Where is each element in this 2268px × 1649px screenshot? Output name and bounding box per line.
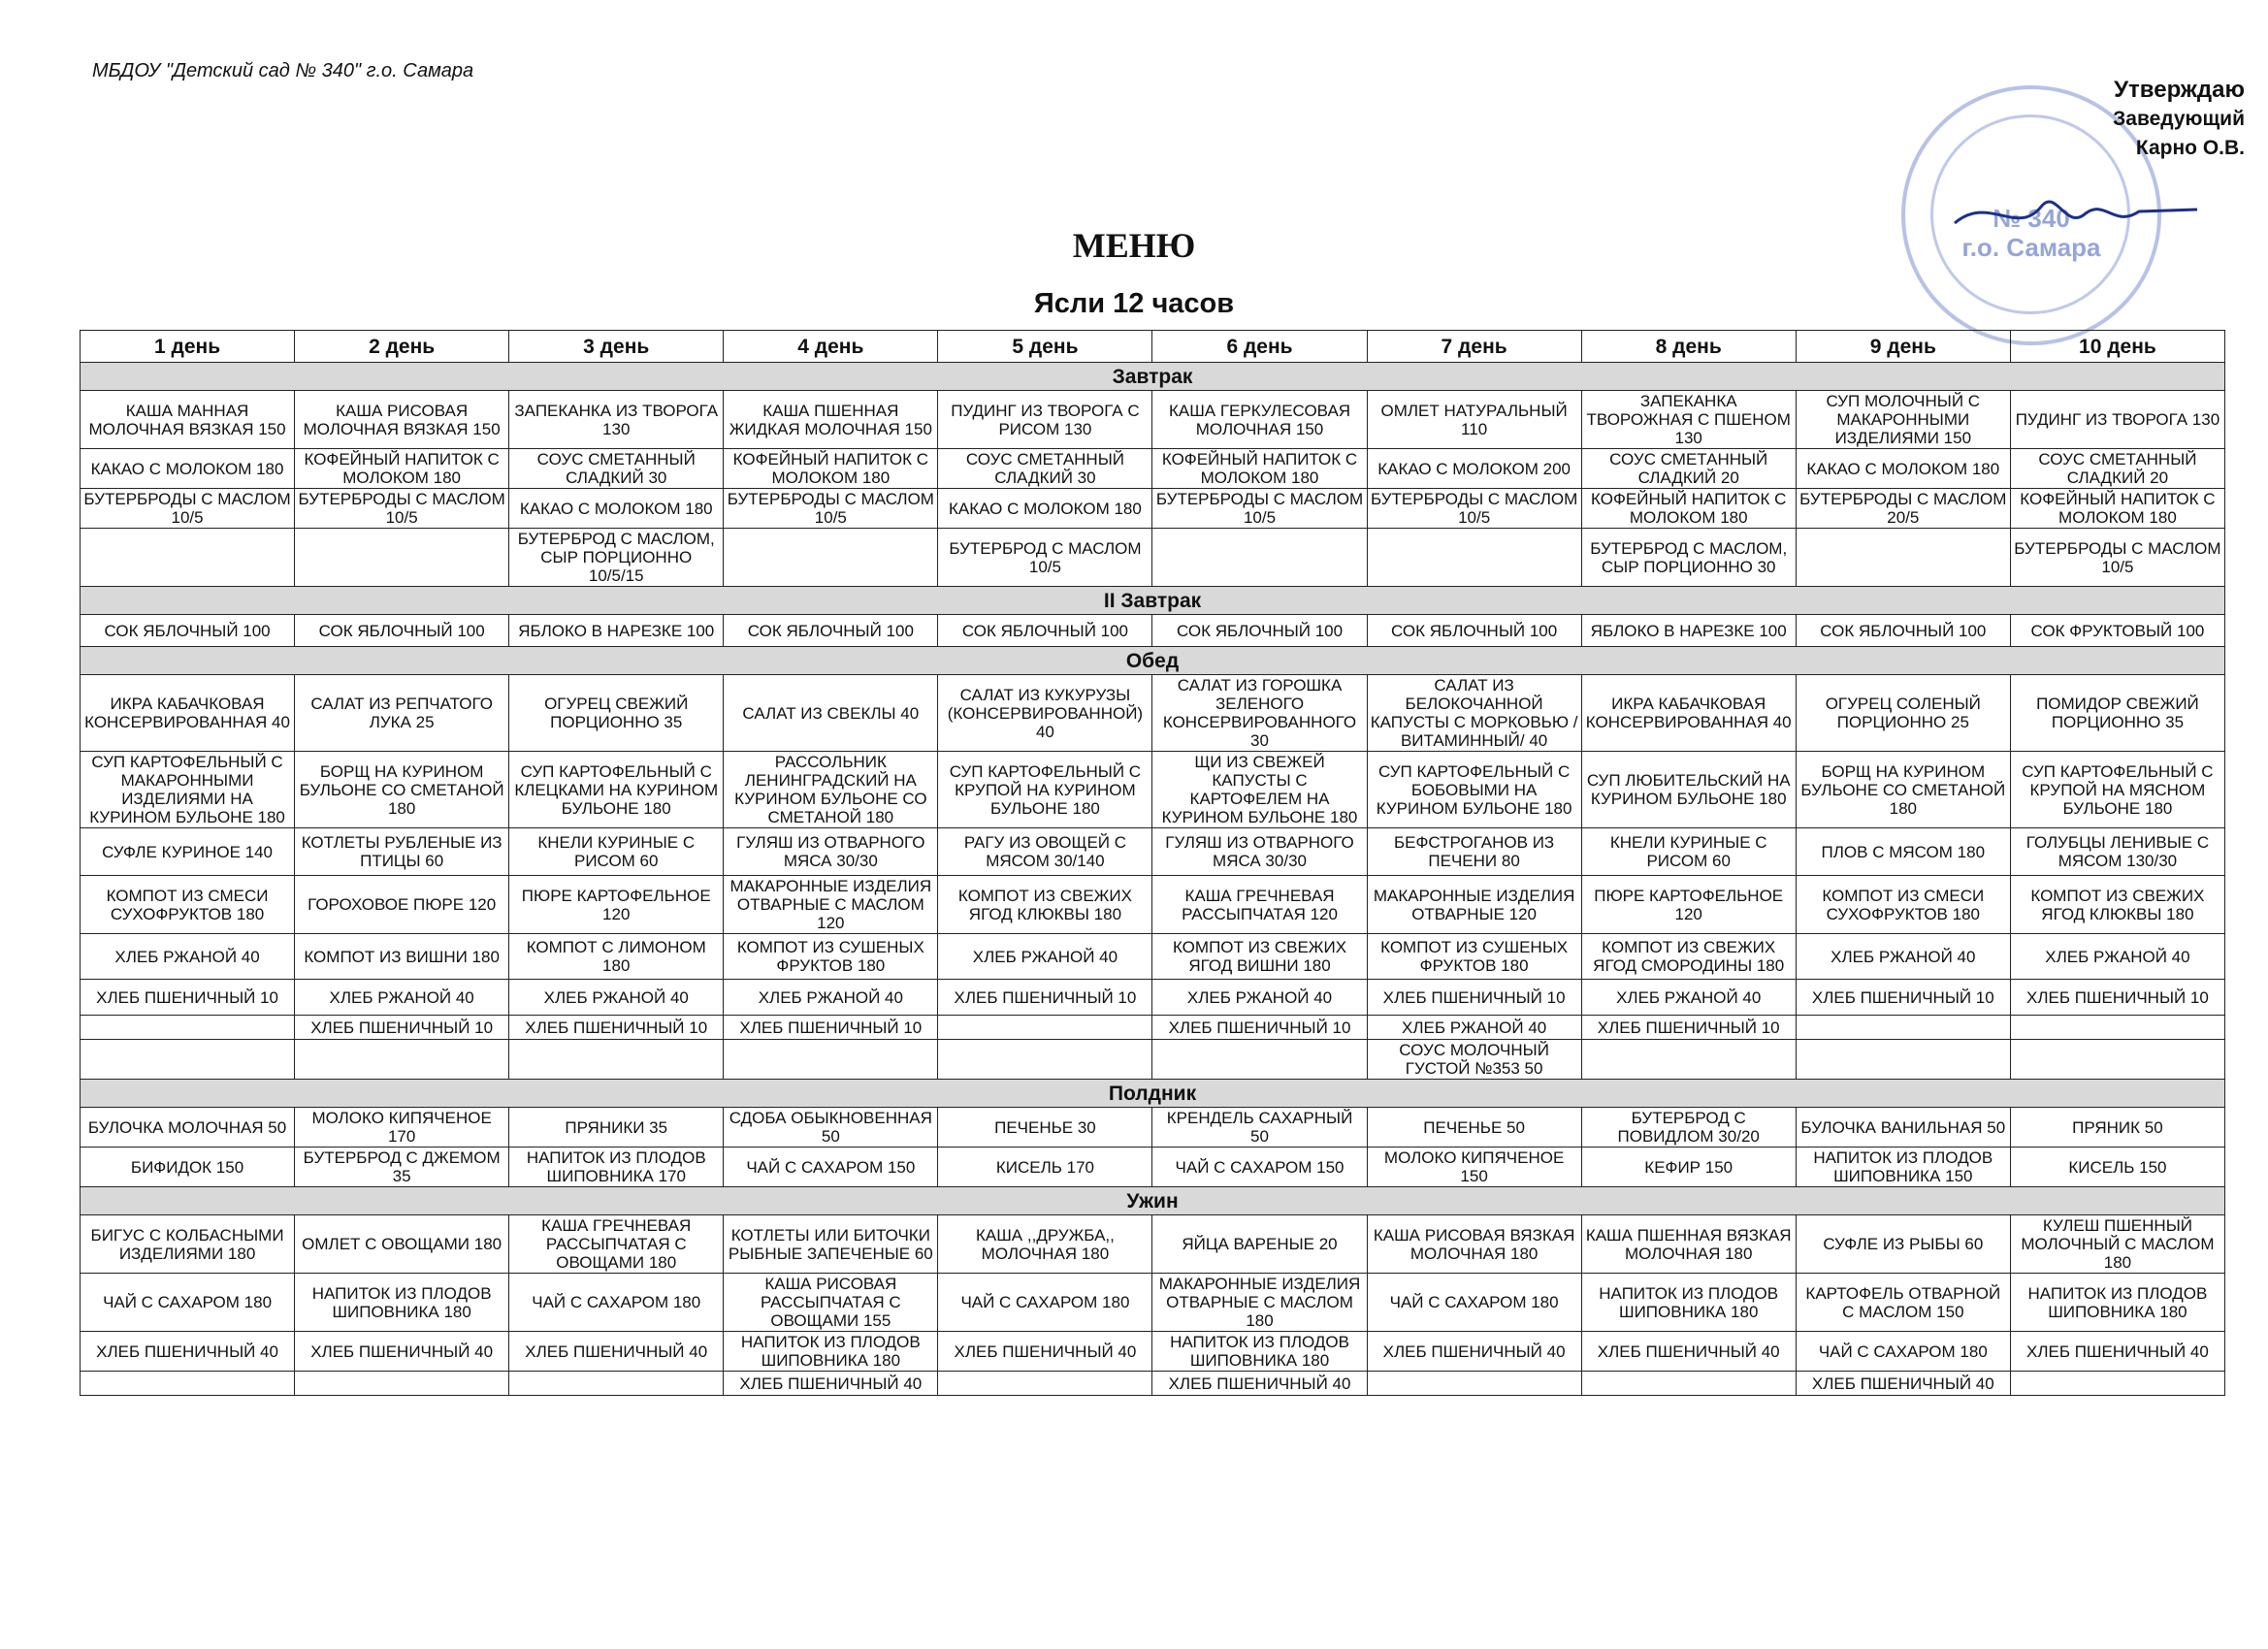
menu-cell: ХЛЕБ РЖАНОЙ 40 (1581, 980, 1796, 1016)
menu-cell: КАША ГЕРКУЛЕСОВАЯ МОЛОЧНАЯ 150 (1152, 391, 1367, 449)
menu-cell: КАША ,,ДРУЖБА,, МОЛОЧНАЯ 180 (938, 1215, 1152, 1274)
menu-cell: НАПИТОК ИЗ ПЛОДОВ ШИПОВНИКА 180 (1152, 1332, 1367, 1372)
menu-cell (1796, 1016, 2010, 1040)
day-header: 10 день (2010, 331, 2224, 363)
table-row (81, 391, 2225, 449)
menu-cell: БОРЩ НА КУРИНОМ БУЛЬОНЕ СО СМЕТАНОЙ 180 (295, 752, 509, 828)
menu-cell: ХЛЕБ ПШЕНИЧНЫЙ 40 (938, 1332, 1152, 1372)
menu-cell: ХЛЕБ РЖАНОЙ 40 (295, 980, 509, 1016)
menu-cell: НАПИТОК ИЗ ПЛОДОВ ШИПОВНИКА 170 (509, 1148, 724, 1187)
organization-name: МБДОУ "Детский сад № 340" г.о. Самара (92, 60, 474, 81)
menu-cell: СОК ЯБЛОЧНЫЙ 100 (1367, 615, 1581, 647)
table-row (81, 1215, 2225, 1274)
menu-cell: КАША РИСОВАЯ МОЛОЧНАЯ ВЯЗКАЯ 150 (295, 391, 509, 449)
menu-body (81, 363, 2225, 1396)
menu-cell: ГУЛЯШ ИЗ ОТВАРНОГО МЯСА 30/30 (1152, 828, 1367, 876)
menu-cell: КАРТОФЕЛЬ ОТВАРНОЙ С МАСЛОМ 150 (1796, 1274, 2010, 1332)
menu-cell: СОК ФРУКТОВЫЙ 100 (2010, 615, 2224, 647)
menu-cell: БУТЕРБРОДЫ С МАСЛОМ 10/5 (295, 489, 509, 529)
menu-cell: ИКРА КАБАЧКОВАЯ КОНСЕРВИРОВАННАЯ 40 (1581, 675, 1796, 752)
table-row (81, 980, 2225, 1016)
approve-label: Утверждаю (2114, 77, 2245, 103)
menu-cell: СОК ЯБЛОЧНЫЙ 100 (81, 615, 295, 647)
menu-cell: КАША ГРЕЧНЕВАЯ РАССЫПЧАТАЯ 120 (1152, 876, 1367, 934)
menu-table (80, 330, 2225, 1396)
approver-position: Заведующий (2113, 108, 2245, 130)
menu-cell: БУЛОЧКА ВАНИЛЬНАЯ 50 (1796, 1108, 2010, 1148)
day-header: 3 день (509, 331, 724, 363)
menu-cell: ЧАЙ С САХАРОМ 180 (1367, 1274, 1581, 1332)
menu-cell: ЧАЙ С САХАРОМ 150 (724, 1148, 938, 1187)
menu-cell: ЯЙЦА ВАРЕНЫЕ 20 (1152, 1215, 1367, 1274)
menu-cell: ХЛЕБ ПШЕНИЧНЫЙ 40 (2010, 1332, 2224, 1372)
menu-cell: ПОМИДОР СВЕЖИЙ ПОРЦИОННО 35 (2010, 675, 2224, 752)
menu-cell: ХЛЕБ ПШЕНИЧНЫЙ 40 (295, 1332, 509, 1372)
menu-cell: ПЛОВ С МЯСОМ 180 (1796, 828, 2010, 876)
menu-cell: КИСЕЛЬ 150 (2010, 1148, 2224, 1187)
section-row (81, 1080, 2225, 1108)
menu-cell (938, 1040, 1152, 1080)
menu-cell: ХЛЕБ РЖАНОЙ 40 (1152, 980, 1367, 1016)
table-row (81, 934, 2225, 980)
menu-cell: ЯБЛОКО В НАРЕЗКЕ 100 (1581, 615, 1796, 647)
menu-cell: КОТЛЕТЫ ИЛИ БИТОЧКИ РЫБНЫЕ ЗАПЕЧЕНЫЕ 60 (724, 1215, 938, 1274)
menu-cell: СУП КАРТОФЕЛЬНЫЙ С КРУПОЙ НА МЯСНОМ БУЛЬОНЕ 180 (2010, 752, 2224, 828)
menu-cell: ХЛЕБ РЖАНОЙ 40 (2010, 934, 2224, 980)
menu-cell (509, 1372, 724, 1396)
menu-cell: КАКАО С МОЛОКОМ 200 (1367, 449, 1581, 489)
day-header: 9 день (1796, 331, 2010, 363)
day-header: 4 день (724, 331, 938, 363)
menu-cell: СУП ЛЮБИТЕЛЬСКИЙ НА КУРИНОМ БУЛЬОНЕ 180 (1581, 752, 1796, 828)
menu-cell: ИКРА КАБАЧКОВАЯ КОНСЕРВИРОВАННАЯ 40 (81, 675, 295, 752)
day-header: 7 день (1367, 331, 1581, 363)
menu-cell: СОК ЯБЛОЧНЫЙ 100 (1152, 615, 1367, 647)
menu-cell: СОУС СМЕТАННЫЙ СЛАДКИЙ 30 (938, 449, 1152, 489)
section-row (81, 587, 2225, 615)
menu-cell: БУТЕРБРОД С МАСЛОМ, СЫР ПОРЦИОННО 10/5/15 (509, 529, 724, 587)
menu-cell: ОГУРЕЦ СВЕЖИЙ ПОРЦИОННО 35 (509, 675, 724, 752)
menu-cell: МОЛОКО КИПЯЧЕНОЕ 150 (1367, 1148, 1581, 1187)
menu-cell: КАША ПШЕННАЯ ЖИДКАЯ МОЛОЧНАЯ 150 (724, 391, 938, 449)
menu-cell (2010, 1372, 2224, 1396)
menu-cell: КНЕЛИ КУРИНЫЕ С РИСОМ 60 (509, 828, 724, 876)
menu-cell (724, 1040, 938, 1080)
meal-section-title: Завтрак (81, 363, 2225, 391)
menu-cell: НАПИТОК ИЗ ПЛОДОВ ШИПОВНИКА 180 (1581, 1274, 1796, 1332)
menu-cell: ГУЛЯШ ИЗ ОТВАРНОГО МЯСА 30/30 (724, 828, 938, 876)
meal-section-title: Полдник (81, 1080, 2225, 1108)
table-row (81, 876, 2225, 934)
table-row (81, 752, 2225, 828)
table-row (81, 615, 2225, 647)
menu-cell: КАКАО С МОЛОКОМ 180 (1796, 449, 2010, 489)
menu-cell: ХЛЕБ ПШЕНИЧНЫЙ 10 (1367, 980, 1581, 1016)
menu-cell: СОУС СМЕТАННЫЙ СЛАДКИЙ 20 (2010, 449, 2224, 489)
menu-cell: ХЛЕБ ПШЕНИЧНЫЙ 10 (81, 980, 295, 1016)
menu-cell (81, 1016, 295, 1040)
menu-cell: СОУС МОЛОЧНЫЙ ГУСТОЙ №353 50 (1367, 1040, 1581, 1080)
menu-cell: СДОБА ОБЫКНОВЕННАЯ 50 (724, 1108, 938, 1148)
menu-cell: КИСЕЛЬ 170 (938, 1148, 1152, 1187)
menu-cell: КОМПОТ ИЗ СУШЕНЫХ ФРУКТОВ 180 (1367, 934, 1581, 980)
menu-cell (81, 529, 295, 587)
menu-cell: КЕФИР 150 (1581, 1148, 1796, 1187)
menu-cell: МАКАРОННЫЕ ИЗДЕЛИЯ ОТВАРНЫЕ С МАСЛОМ 180 (1152, 1274, 1367, 1332)
menu-cell: МОЛОКО КИПЯЧЕНОЕ 170 (295, 1108, 509, 1148)
menu-cell: ЧАЙ С САХАРОМ 180 (1796, 1332, 2010, 1372)
menu-cell: КНЕЛИ КУРИНЫЕ С РИСОМ 60 (1581, 828, 1796, 876)
table-row (81, 489, 2225, 529)
menu-cell (2010, 1040, 2224, 1080)
menu-cell: САЛАТ ИЗ СВЕКЛЫ 40 (724, 675, 938, 752)
menu-cell: КАША МАННАЯ МОЛОЧНАЯ ВЯЗКАЯ 150 (81, 391, 295, 449)
menu-cell: ХЛЕБ ПШЕНИЧНЫЙ 10 (1796, 980, 2010, 1016)
menu-cell (1581, 1040, 1796, 1080)
menu-cell: ХЛЕБ ПШЕНИЧНЫЙ 40 (1796, 1372, 2010, 1396)
menu-cell: ПЮРЕ КАРТОФЕЛЬНОЕ 120 (509, 876, 724, 934)
menu-cell (938, 1372, 1152, 1396)
section-row (81, 363, 2225, 391)
menu-cell: СУП КАРТОФЕЛЬНЫЙ С МАКАРОННЫМИ ИЗДЕЛИЯМИ НА КУРИНОМ БУЛЬОНЕ 180 (81, 752, 295, 828)
menu-cell: БИГУС С КОЛБАСНЫМИ ИЗДЕЛИЯМИ 180 (81, 1215, 295, 1274)
menu-cell (938, 1016, 1152, 1040)
menu-cell: БУТЕРБРОДЫ С МАСЛОМ 20/5 (1796, 489, 2010, 529)
menu-cell: МАКАРОННЫЕ ИЗДЕЛИЯ ОТВАРНЫЕ С МАСЛОМ 120 (724, 876, 938, 934)
menu-cell: БУТЕРБРОДЫ С МАСЛОМ 10/5 (1152, 489, 1367, 529)
menu-cell: СОК ЯБЛОЧНЫЙ 100 (295, 615, 509, 647)
menu-cell: ХЛЕБ ПШЕНИЧНЫЙ 40 (509, 1332, 724, 1372)
table-row (81, 1332, 2225, 1372)
menu-cell: НАПИТОК ИЗ ПЛОДОВ ШИПОВНИКА 180 (724, 1332, 938, 1372)
menu-cell: КОМПОТ ИЗ СВЕЖИХ ЯГОД КЛЮКВЫ 180 (938, 876, 1152, 934)
menu-cell: БЕФСТРОГАНОВ ИЗ ПЕЧЕНИ 80 (1367, 828, 1581, 876)
menu-cell: ЗАПЕКАНКА ИЗ ТВОРОГА 130 (509, 391, 724, 449)
menu-cell: СОУС СМЕТАННЫЙ СЛАДКИЙ 30 (509, 449, 724, 489)
menu-cell: КОТЛЕТЫ РУБЛЕНЫЕ ИЗ ПТИЦЫ 60 (295, 828, 509, 876)
menu-cell: КУЛЕШ ПШЕННЫЙ МОЛОЧНЫЙ С МАСЛОМ 180 (2010, 1215, 2224, 1274)
menu-cell: КАКАО С МОЛОКОМ 180 (509, 489, 724, 529)
menu-cell: КОМПОТ ИЗ СВЕЖИХ ЯГОД СМОРОДИНЫ 180 (1581, 934, 1796, 980)
menu-cell: САЛАТ ИЗ КУКУРУЗЫ (КОНСЕРВИРОВАННОЙ) 40 (938, 675, 1152, 752)
menu-cell (1367, 1372, 1581, 1396)
menu-cell: КОМПОТ ИЗ СВЕЖИХ ЯГОД ВИШНИ 180 (1152, 934, 1367, 980)
menu-cell (1152, 529, 1367, 587)
menu-cell (2010, 1016, 2224, 1040)
menu-cell: БУТЕРБРОД С ДЖЕМОМ 35 (295, 1148, 509, 1187)
menu-cell: ОГУРЕЦ СОЛЕНЫЙ ПОРЦИОННО 25 (1796, 675, 2010, 752)
menu-cell: КОМПОТ ИЗ СВЕЖИХ ЯГОД КЛЮКВЫ 180 (2010, 876, 2224, 934)
menu-cell: САЛАТ ИЗ БЕЛОКОЧАННОЙ КАПУСТЫ С МОРКОВЬЮ /ВИТАМИННЫЙ/ 40 (1367, 675, 1581, 752)
menu-cell: КАША ГРЕЧНЕВАЯ РАССЫПЧАТАЯ С ОВОЩАМИ 180 (509, 1215, 724, 1274)
menu-cell: СОК ЯБЛОЧНЫЙ 100 (724, 615, 938, 647)
meal-section-title: Обед (81, 647, 2225, 675)
menu-cell: ЗАПЕКАНКА ТВОРОЖНАЯ С ПШЕНОМ 130 (1581, 391, 1796, 449)
table-row (81, 1148, 2225, 1187)
menu-cell: ХЛЕБ ПШЕНИЧНЫЙ 40 (81, 1332, 295, 1372)
page-title: МЕНЮ (1072, 226, 1196, 265)
table-row (81, 828, 2225, 876)
menu-cell: ПРЯНИКИ 35 (509, 1108, 724, 1148)
menu-cell: ОМЛЕТ НАТУРАЛЬНЫЙ 110 (1367, 391, 1581, 449)
section-row (81, 647, 2225, 675)
menu-cell: ХЛЕБ ПШЕНИЧНЫЙ 10 (1581, 1016, 1796, 1040)
menu-cell: КОФЕЙНЫЙ НАПИТОК С МОЛОКОМ 180 (724, 449, 938, 489)
menu-cell: КОФЕЙНЫЙ НАПИТОК С МОЛОКОМ 180 (2010, 489, 2224, 529)
menu-cell: НАПИТОК ИЗ ПЛОДОВ ШИПОВНИКА 180 (295, 1274, 509, 1332)
day-header-row (81, 331, 2225, 363)
table-row (81, 1016, 2225, 1040)
menu-cell: КОМПОТ ИЗ СМЕСИ СУХОФРУКТОВ 180 (81, 876, 295, 934)
menu-cell: ЧАЙ С САХАРОМ 180 (509, 1274, 724, 1332)
day-header: 5 день (938, 331, 1152, 363)
menu-cell (1796, 529, 2010, 587)
menu-cell: ЧАЙ С САХАРОМ 180 (938, 1274, 1152, 1332)
menu-cell: САЛАТ ИЗ РЕПЧАТОГО ЛУКА 25 (295, 675, 509, 752)
menu-cell: ПУДИНГ ИЗ ТВОРОГА 130 (2010, 391, 2224, 449)
stamp-number: № 340 (1993, 204, 2070, 233)
table-row (81, 529, 2225, 587)
menu-cell: ХЛЕБ ПШЕНИЧНЫЙ 10 (2010, 980, 2224, 1016)
menu-cell: КОМПОТ ИЗ СУШЕНЫХ ФРУКТОВ 180 (724, 934, 938, 980)
table-row (81, 449, 2225, 489)
menu-cell (81, 1372, 295, 1396)
menu-cell (1581, 1372, 1796, 1396)
menu-cell: ХЛЕБ ПШЕНИЧНЫЙ 40 (1581, 1332, 1796, 1372)
day-header: 2 день (295, 331, 509, 363)
day-header: 1 день (81, 331, 295, 363)
menu-cell (295, 529, 509, 587)
table-row (81, 1108, 2225, 1148)
table-row (81, 1372, 2225, 1396)
menu-cell: КОФЕЙНЫЙ НАПИТОК С МОЛОКОМ 180 (1152, 449, 1367, 489)
menu-cell: СУП КАРТОФЕЛЬНЫЙ С КРУПОЙ НА КУРИНОМ БУЛЬОНЕ 180 (938, 752, 1152, 828)
approval-block (2113, 76, 2245, 163)
menu-cell: СОК ЯБЛОЧНЫЙ 100 (1796, 615, 2010, 647)
menu-cell: ПЕЧЕНЬЕ 50 (1367, 1108, 1581, 1148)
menu-cell: КОМПОТ ИЗ ВИШНИ 180 (295, 934, 509, 980)
menu-cell: КОФЕЙНЫЙ НАПИТОК С МОЛОКОМ 180 (1581, 489, 1796, 529)
menu-cell: МАКАРОННЫЕ ИЗДЕЛИЯ ОТВАРНЫЕ 120 (1367, 876, 1581, 934)
menu-cell: ПЮРЕ КАРТОФЕЛЬНОЕ 120 (1581, 876, 1796, 934)
menu-cell: КАША ПШЕННАЯ ВЯЗКАЯ МОЛОЧНАЯ 180 (1581, 1215, 1796, 1274)
menu-cell: СУП КАРТОФЕЛЬНЫЙ С КЛЕЦКАМИ НА КУРИНОМ БУЛЬОНЕ 180 (509, 752, 724, 828)
day-header: 8 день (1581, 331, 1796, 363)
menu-cell: КОФЕЙНЫЙ НАПИТОК С МОЛОКОМ 180 (295, 449, 509, 489)
menu-cell: ЯБЛОКО В НАРЕЗКЕ 100 (509, 615, 724, 647)
menu-cell (509, 1040, 724, 1080)
menu-cell: ХЛЕБ РЖАНОЙ 40 (1796, 934, 2010, 980)
menu-cell: ПРЯНИК 50 (2010, 1108, 2224, 1148)
menu-cell: ХЛЕБ ПШЕНИЧНЫЙ 40 (1367, 1332, 1581, 1372)
menu-cell: ГОРОХОВОЕ ПЮРЕ 120 (295, 876, 509, 934)
meal-section-title: II Завтрак (81, 587, 2225, 615)
menu-cell: РАГУ ИЗ ОВОЩЕЙ С МЯСОМ 30/140 (938, 828, 1152, 876)
menu-cell: БИФИДОК 150 (81, 1148, 295, 1187)
menu-cell (1796, 1040, 2010, 1080)
menu-cell: ХЛЕБ РЖАНОЙ 40 (509, 980, 724, 1016)
menu-cell (295, 1040, 509, 1080)
menu-cell: БУТЕРБРОД С МАСЛОМ 10/5 (938, 529, 1152, 587)
page-subtitle: Ясли 12 часов (1033, 288, 1235, 319)
menu-cell: ЧАЙ С САХАРОМ 150 (1152, 1148, 1367, 1187)
stamp-city: г.о. Самара (1961, 233, 2101, 262)
meal-section-title: Ужин (81, 1187, 2225, 1215)
menu-cell: СУФЛЕ ИЗ РЫБЫ 60 (1796, 1215, 2010, 1274)
table-row (81, 675, 2225, 752)
menu-cell: ХЛЕБ ПШЕНИЧНЫЙ 10 (938, 980, 1152, 1016)
menu-cell: ОМЛЕТ С ОВОЩАМИ 180 (295, 1215, 509, 1274)
approver-name: Карно О.В. (2135, 137, 2245, 159)
menu-cell: ХЛЕБ РЖАНОЙ 40 (81, 934, 295, 980)
menu-cell: СОК ЯБЛОЧНЫЙ 100 (938, 615, 1152, 647)
menu-cell: ХЛЕБ ПШЕНИЧНЫЙ 40 (1152, 1372, 1367, 1396)
menu-cell: СУП МОЛОЧНЫЙ С МАКАРОННЫМИ ИЗДЕЛИЯМИ 150 (1796, 391, 2010, 449)
menu-cell: ПЕЧЕНЬЕ 30 (938, 1108, 1152, 1148)
table-row (81, 1040, 2225, 1080)
menu-cell: ХЛЕБ РЖАНОЙ 40 (1367, 1016, 1581, 1040)
menu-cell: БУТЕРБРОДЫ С МАСЛОМ 10/5 (2010, 529, 2224, 587)
menu-cell: ХЛЕБ ПШЕНИЧНЫЙ 10 (1152, 1016, 1367, 1040)
day-header: 6 день (1152, 331, 1367, 363)
menu-cell: ГОЛУБЦЫ ЛЕНИВЫЕ С МЯСОМ 130/30 (2010, 828, 2224, 876)
menu-cell: БУТЕРБРОДЫ С МАСЛОМ 10/5 (724, 489, 938, 529)
menu-cell: ХЛЕБ РЖАНОЙ 40 (724, 980, 938, 1016)
menu-cell (295, 1372, 509, 1396)
menu-cell: КОМПОТ С ЛИМОНОМ 180 (509, 934, 724, 980)
menu-cell: БОРЩ НА КУРИНОМ БУЛЬОНЕ СО СМЕТАНОЙ 180 (1796, 752, 2010, 828)
menu-cell: КАША РИСОВАЯ ВЯЗКАЯ МОЛОЧНАЯ 180 (1367, 1215, 1581, 1274)
menu-cell: ХЛЕБ ПШЕНИЧНЫЙ 10 (295, 1016, 509, 1040)
menu-cell: КОМПОТ ИЗ СМЕСИ СУХОФРУКТОВ 180 (1796, 876, 2010, 934)
menu-cell: РАССОЛЬНИК ЛЕНИНГРАДСКИЙ НА КУРИНОМ БУЛЬОНЕ СО СМЕТАНОЙ 180 (724, 752, 938, 828)
menu-cell: ПУДИНГ ИЗ ТВОРОГА С РИСОМ 130 (938, 391, 1152, 449)
menu-cell (724, 529, 938, 587)
menu-cell: ЩИ ИЗ СВЕЖЕЙ КАПУСТЫ С КАРТОФЕЛЕМ НА КУРИНОМ БУЛЬОНЕ 180 (1152, 752, 1367, 828)
menu-cell: СУФЛЕ КУРИНОЕ 140 (81, 828, 295, 876)
menu-cell: НАПИТОК ИЗ ПЛОДОВ ШИПОВНИКА 150 (1796, 1148, 2010, 1187)
menu-cell: БУТЕРБРОДЫ С МАСЛОМ 10/5 (1367, 489, 1581, 529)
menu-cell: ХЛЕБ РЖАНОЙ 40 (938, 934, 1152, 980)
menu-cell: БУТЕРБРОДЫ С МАСЛОМ 10/5 (81, 489, 295, 529)
menu-cell: СОУС СМЕТАННЫЙ СЛАДКИЙ 20 (1581, 449, 1796, 489)
menu-cell: ХЛЕБ ПШЕНИЧНЫЙ 40 (724, 1372, 938, 1396)
section-row (81, 1187, 2225, 1215)
menu-cell: БУЛОЧКА МОЛОЧНАЯ 50 (81, 1108, 295, 1148)
menu-cell (81, 1040, 295, 1080)
menu-cell: ХЛЕБ ПШЕНИЧНЫЙ 10 (509, 1016, 724, 1040)
menu-cell: БУТЕРБРОД С МАСЛОМ, СЫР ПОРЦИОННО 30 (1581, 529, 1796, 587)
menu-cell: КАКАО С МОЛОКОМ 180 (81, 449, 295, 489)
menu-cell: КРЕНДЕЛЬ САХАРНЫЙ 50 (1152, 1108, 1367, 1148)
menu-cell: НАПИТОК ИЗ ПЛОДОВ ШИПОВНИКА 180 (2010, 1274, 2224, 1332)
menu-cell (1152, 1040, 1367, 1080)
table-row (81, 1274, 2225, 1332)
menu-cell: КАША РИСОВАЯ РАССЫПЧАТАЯ С ОВОЩАМИ 155 (724, 1274, 938, 1332)
menu-cell (1367, 529, 1581, 587)
menu-cell: ЧАЙ С САХАРОМ 180 (81, 1274, 295, 1332)
menu-cell: КАКАО С МОЛОКОМ 180 (938, 489, 1152, 529)
menu-cell: БУТЕРБРОД С ПОВИДЛОМ 30/20 (1581, 1108, 1796, 1148)
menu-cell: САЛАТ ИЗ ГОРОШКА ЗЕЛЕНОГО КОНСЕРВИРОВАННОГО 30 (1152, 675, 1367, 752)
menu-cell: ХЛЕБ ПШЕНИЧНЫЙ 10 (724, 1016, 938, 1040)
menu-cell: СУП КАРТОФЕЛЬНЫЙ С БОБОВЫМИ НА КУРИНОМ БУЛЬОНЕ 180 (1367, 752, 1581, 828)
